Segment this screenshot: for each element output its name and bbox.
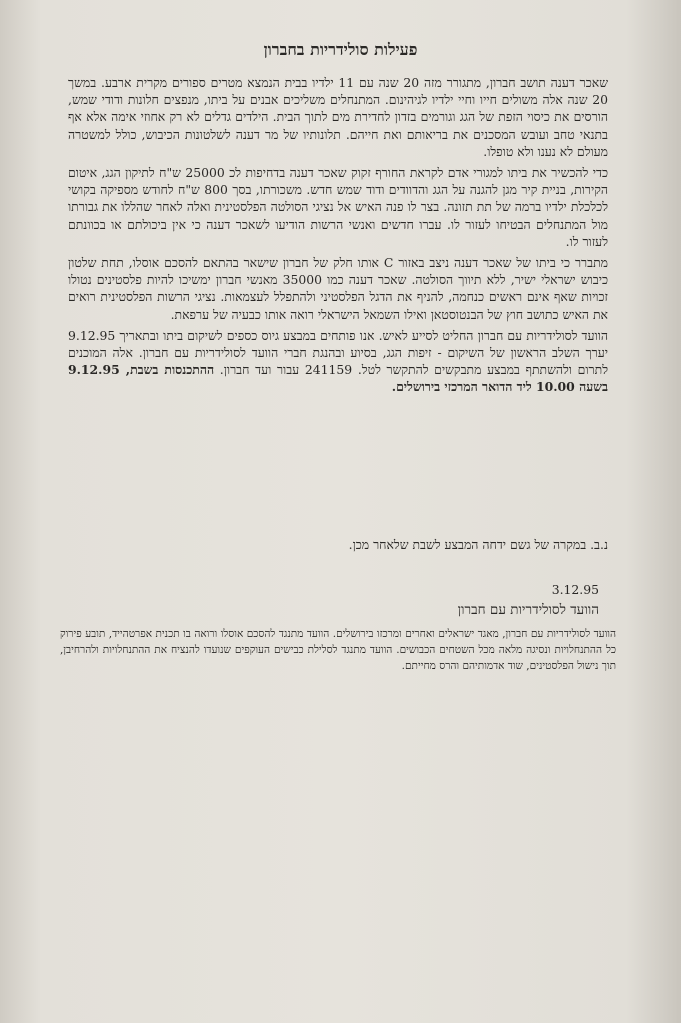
paragraph-1: שאכר דענה תושב חברון, מתגורר מזה 20 שנה עם 11 ילדיו בבית הנמצא מטרים ספורים מקרית ארבע. במשך 20 שנה אלה משולים חייו וחיי ילדיו לגיהינום. המתנחלים משליכים אבנים על ביתו, מנפצים חלונות ודודי שמש, הורסים את כיסוי הזפת של הגג וגורמים בזדון לחדירת מים לתוך הבית. הילדים גדלים לא רק אחוזי אימה אלא אף בתנאי טחב ועובש המסכנים את בריאותם ואת חייהם. תלונותיו של מר דענה לשלטונות הכיבוש, כולל למשטרה מעולם לא נענו ולא טופלו. — [68, 75, 608, 159]
paragraph-4 — [68, 327, 608, 396]
paragraph-4-text: הוועד לסולידריות עם חברון החליט לסייע לאיש. אנו פותחים במבצע גיוס כספים לשיקום ביתו ובתאריך 9.12.95 יערך השלב הראשון של השיקום - זיפות הגג, בסיוע ובהנגת חברי הוועד לסולידריות עם חברון. אלה המוכנים לתרום ולהשתתף במבצע מתבקשים להתקשר לטל. 241159 עבור ועד חברון. — [68, 327, 608, 378]
footer-statement: הוועד לסולידריות עם חברון, מאגד ישראלים ואחרים ומרכזו בירושלים. הוועד מתנגד להסכם אוסלו ורואה בו תכנית אפרטהייד, תובע פירוק כל ההתנחלויות ונסיגה מלאה מכל השטחים הכבושים. הוועד מתנגד לסלילת כבישים העוקפים שנועדו להנציח את ההתנחלויות ולהרחיבן, תוך נישול הפלסטינים, שוד אדמותיהם והרס מחייתם. — [60, 628, 616, 672]
document-body — [68, 74, 608, 400]
document-date: 3.12.95 — [551, 582, 599, 597]
signature: הוועד לסולידריות עם חברון — [457, 602, 599, 618]
gathering-notice: ההתכנסות בשבת, 9.12.95 בשעה 10.00 ליד הדואר המרכזי בירושלים. — [68, 362, 608, 395]
postscript: נ.ב. במקרה של גשם ידחה המבצע לשבת שלאחר מכן. — [348, 537, 608, 552]
document-title: פעילות סולידריות בחברון — [263, 40, 418, 59]
paragraph-2: כדי להכשיר את ביתו למגורי אדם לקראת החורף זקוק שאכר דענה בדחיפות לכ 25000 ש"ח לתיקון הגג, איטום הקירות, בניית קיר מגן להגנה על הגג והדוודים ודוד שמש חדש. משכורתו, בסך 800 ש"ח לחודש מספיקה בקושי לכלכלת ילדיו ברמה של תת תזונה. בצר לו פנה האיש אל נציגי הסולטה הפלסטינית ואלה לאחר שהללו את גבורתו מול המתנחלים הבטיחו לעזור לו. עברו חדשים ואנשי הרשות הודיעו לשאכר דענה כי אין ביכולתם או בכוונתם לעזור לו. — [68, 165, 609, 249]
paragraph-3: מתברר כי ביתו של שאכר דענה ניצב באזור C אותו חלק של חברון שישאר בהתאם להסכם אוסלו, תחת שלטון כיבוש ישראלי ישיר, ללא תיווך הסולטה. שאכר דענה כמו 35000 מאנשי חברון ימשיכו להיות פלסטינים נטולו זכויות שאף אינם ראשים כנחמה, להניף את הדגל הפלסטיני ולהתפלל לעצמאות. נציגי הרשות הפלסטינית רואים את האיש כתושב חוץ של הבנטוסטאן ואילו השמאל הישראלי רואה אותו כבעיה של ערפאת. — [68, 255, 608, 322]
